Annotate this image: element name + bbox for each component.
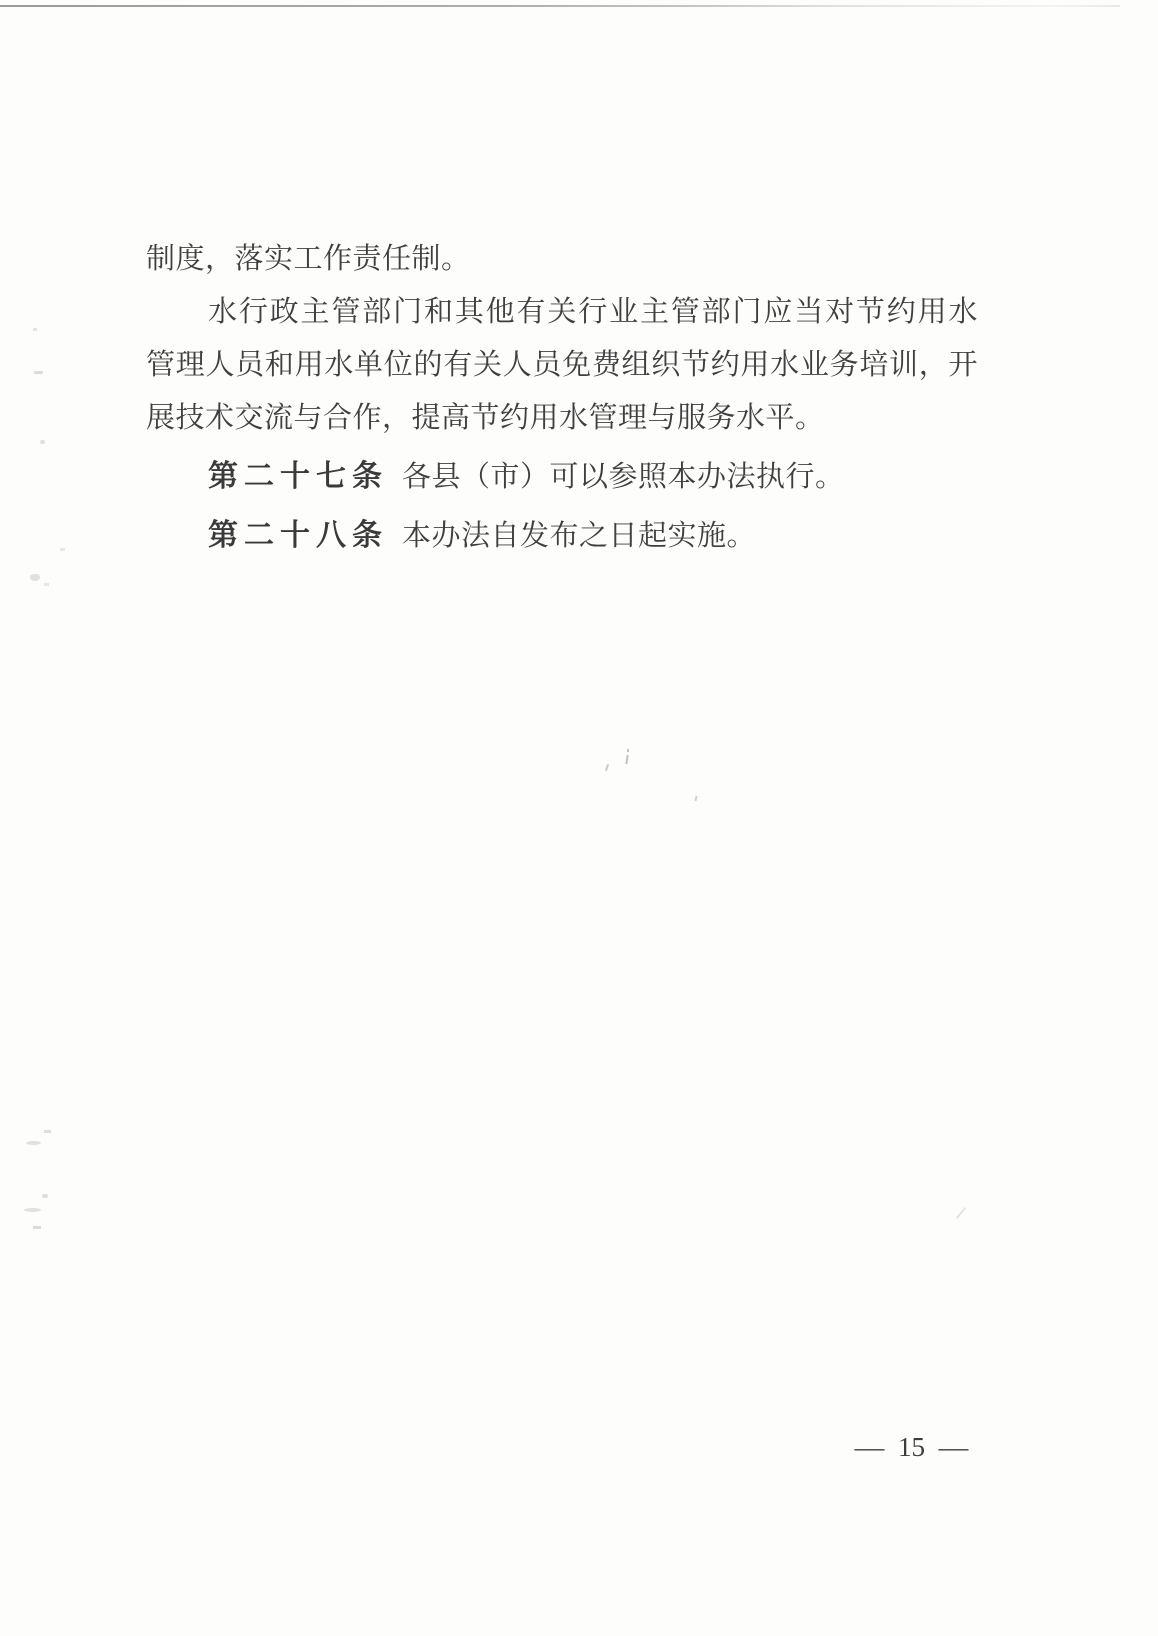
page-number [856,1432,967,1463]
page-number-dash-right: — [938,1432,969,1462]
scan-artifact [26,1141,41,1145]
article-27-number: 第二十七条 [208,460,388,493]
scan-artifact [42,1194,48,1198]
page-number-value: 15 [898,1432,925,1462]
scan-artifact [627,749,629,752]
scan-artifact [44,583,49,586]
scan-artifact [956,1207,967,1219]
article-28-number: 第二十八条 [208,519,388,552]
scan-artifact [33,328,37,331]
scan-edge-artifact [0,5,1120,7]
scan-artifact [605,764,609,771]
scan-artifact [44,1130,51,1133]
article-27-line [146,450,978,504]
article-27-text: 各县（市）可以参照本办法执行。 [402,461,845,493]
scan-artifact [33,1226,41,1229]
page-number-dash-left: — [854,1432,885,1462]
body-line: 管理人员和用水单位的有关人员免费组织节约用水业务培训，开 [146,349,978,381]
scan-artifact [24,1208,41,1212]
article-28-line [146,509,978,563]
body-line: 水行政主管部门和其他有关行业主管部门应当对节约用水 [208,296,978,328]
scan-artifact [60,548,65,551]
article-28-text: 本办法自发布之日起实施。 [402,520,757,552]
body-line-continuation: 制度，落实工作责任制。 [146,243,471,275]
scan-artifact [34,371,43,374]
document-text-block [146,233,978,563]
scan-artifact [40,440,45,444]
scan-artifact [625,755,628,764]
scan-artifact [30,574,40,581]
scan-artifact [695,796,698,801]
body-line: 展技术交流与合作，提高节约用水管理与服务水平。 [146,402,825,434]
